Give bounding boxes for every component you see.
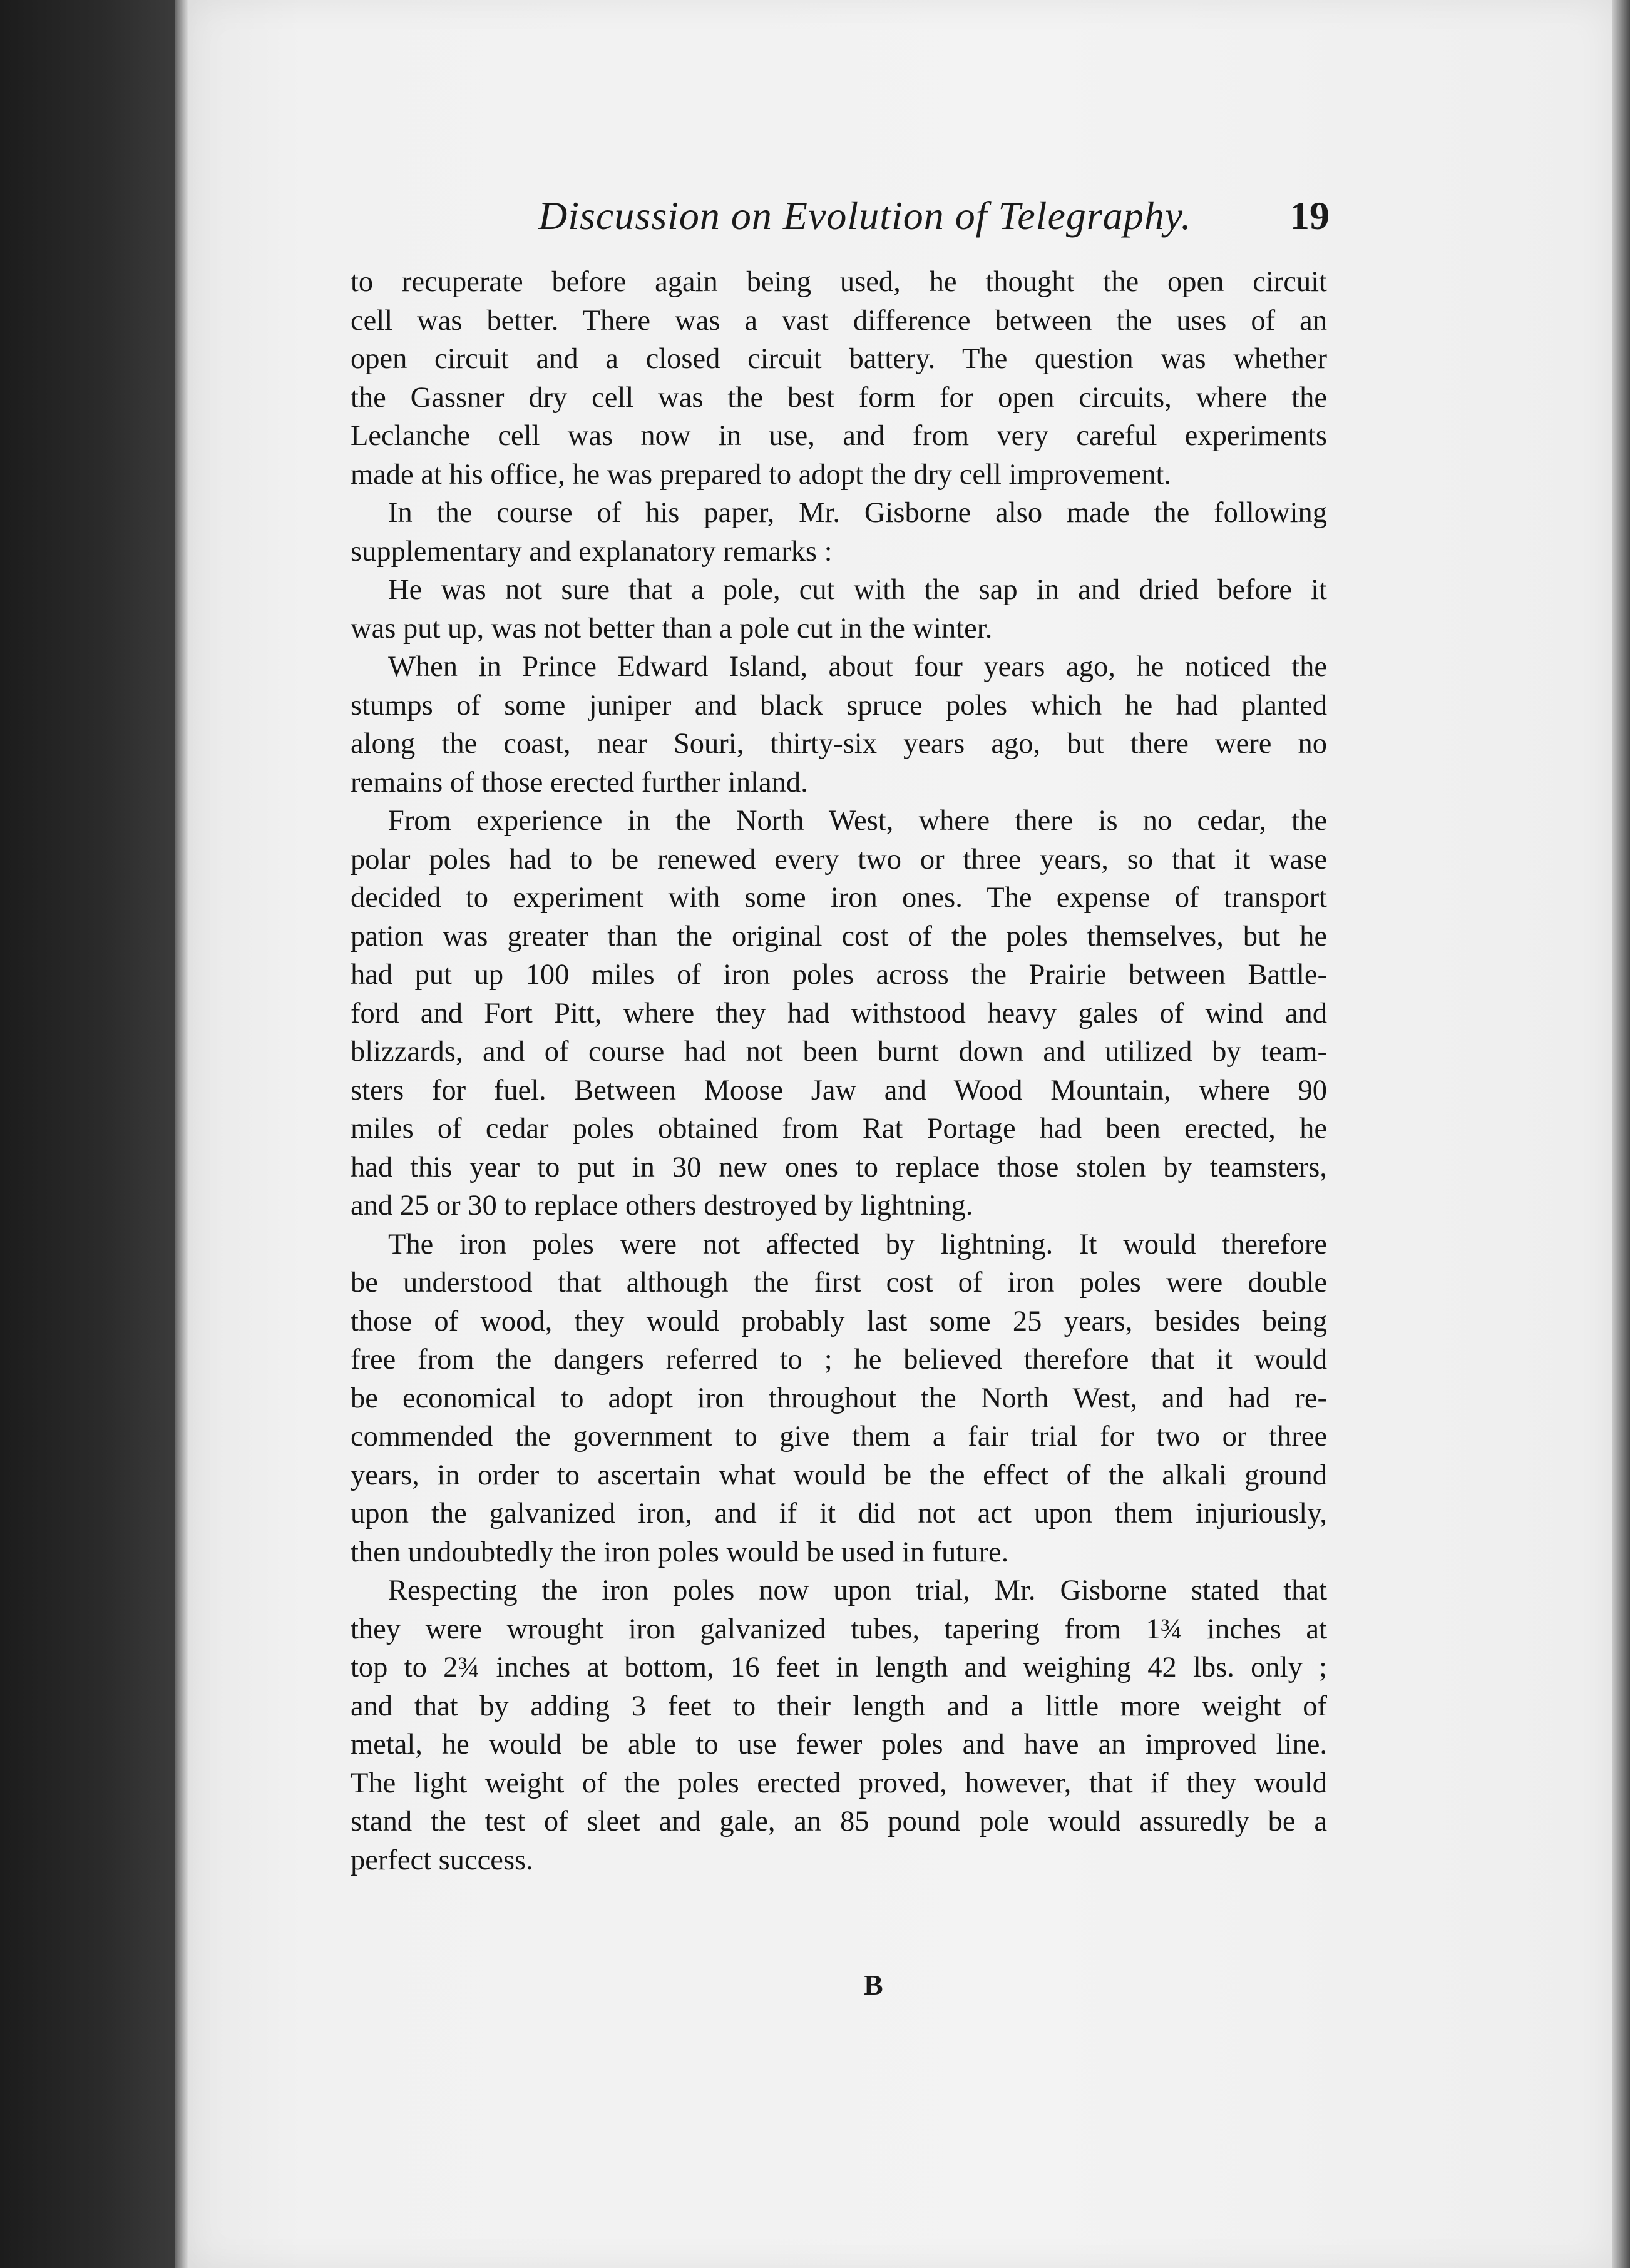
text-line: In the course of his paper, Mr. Gisborne also made the following [388, 497, 1327, 529]
text-line: was put up, was not better than a pole cut in the winter. [351, 612, 993, 645]
text-line: supplementary and explanatory remarks : [351, 535, 833, 568]
text-line: they were wrought iron galvanized tubes, tapering from 1¾ inches at [351, 1613, 1327, 1645]
text-line: to recuperate before again being used, he thought the open circuit [351, 266, 1327, 298]
text-line: remains of those erected further inland. [351, 766, 808, 799]
body-text [351, 263, 1327, 1879]
text-line: be understood that although the first cost of iron poles were double [351, 1267, 1327, 1299]
text-line: the Gassner dry cell was the best form for open circuits, where the [351, 381, 1327, 414]
text-line: commended the government to give them a fair trial for two or three [351, 1421, 1327, 1453]
text-line: open circuit and a closed circuit battery. The question was whether [351, 343, 1327, 375]
text-line: top to 2¾ inches at bottom, 16 feet in length and weighing 42 lbs. only ; [351, 1652, 1327, 1683]
text-line: perfect success. [351, 1844, 533, 1876]
text-line: made at his office, he was prepared to adopt the dry cell improvement. [351, 458, 1172, 491]
text-line: He was not sure that a pole, cut with the sap in and dried before it [388, 574, 1327, 606]
binding-edge [0, 0, 175, 2268]
text-line: had put up 100 miles of iron poles across the Prairie between Battle- [351, 959, 1327, 991]
text-line: be economical to adopt iron throughout the North West, and had re- [351, 1382, 1327, 1414]
text-line: sters for fuel. Between Moose Jaw and Wood Mountain, where 90 [351, 1074, 1327, 1106]
text-line: The iron poles were not affected by lightning. It would therefore [388, 1228, 1327, 1260]
text-line: those of wood, they would probably last some 25 years, besides being [351, 1305, 1327, 1337]
text-line: pation was greater than the original cost of the poles themselves, but he [351, 920, 1327, 953]
text-line: cell was better. There was a vast difference between the uses of an [351, 304, 1327, 337]
text-line: When in Prince Edward Island, about four years ago, he noticed the [388, 651, 1327, 683]
scan-right-border [1612, 0, 1630, 2268]
text-line: From experience in the North West, where there is no cedar, the [388, 805, 1327, 837]
text-line: stumps of some juniper and black spruce poles which he had planted [351, 689, 1327, 722]
text-line: polar poles had to be renewed every two or three years, so that it wase [351, 843, 1327, 876]
signature-mark: B [864, 1969, 883, 2001]
text-line: ford and Fort Pitt, where they had withstood heavy gales of wind and [351, 997, 1327, 1029]
text-line: Respecting the iron poles now upon trial, Mr. Gisborne stated that [388, 1575, 1327, 1606]
text-line: then undoubtedly the iron poles would be used in future. [351, 1536, 1009, 1568]
text-line: along the coast, near Souri, thirty-six years ago, but there were no [351, 728, 1327, 760]
page-number: 19 [1289, 193, 1330, 238]
text-line: metal, he would be able to use fewer poles and have an improved line. [351, 1729, 1327, 1760]
text-line: free from the dangers referred to ; he believed therefore that it would [351, 1344, 1327, 1376]
running-title: Discussion on Evolution of Telegraphy. [538, 193, 1192, 238]
text-line: and that by adding 3 feet to their length and a little more weight of [351, 1690, 1327, 1722]
binding-shadow [175, 0, 188, 2268]
text-line: and 25 or 30 to replace others destroyed by lightning. [351, 1190, 973, 1222]
text-line: decided to experiment with some iron ones. The expense of transport [351, 882, 1327, 914]
text-line: miles of cedar poles obtained from Rat Portage had been erected, he [351, 1113, 1327, 1145]
text-line: stand the test of sleet and gale, an 85 pound pole would assuredly be a [351, 1806, 1327, 1837]
running-head [351, 188, 1352, 257]
text-line: had this year to put in 30 new ones to replace those stolen by teamsters, [351, 1151, 1327, 1183]
text-line: upon the galvanized iron, and if it did not act upon them injuriously, [351, 1498, 1327, 1530]
text-line: The light weight of the poles erected proved, however, that if they would [351, 1767, 1327, 1799]
text-line: years, in order to ascertain what would be the effect of the alkali ground [351, 1459, 1327, 1491]
text-line: blizzards, and of course had not been burnt down and utilized by team- [351, 1036, 1327, 1068]
text-line: Leclanche cell was now in use, and from very careful experiments [351, 420, 1327, 452]
